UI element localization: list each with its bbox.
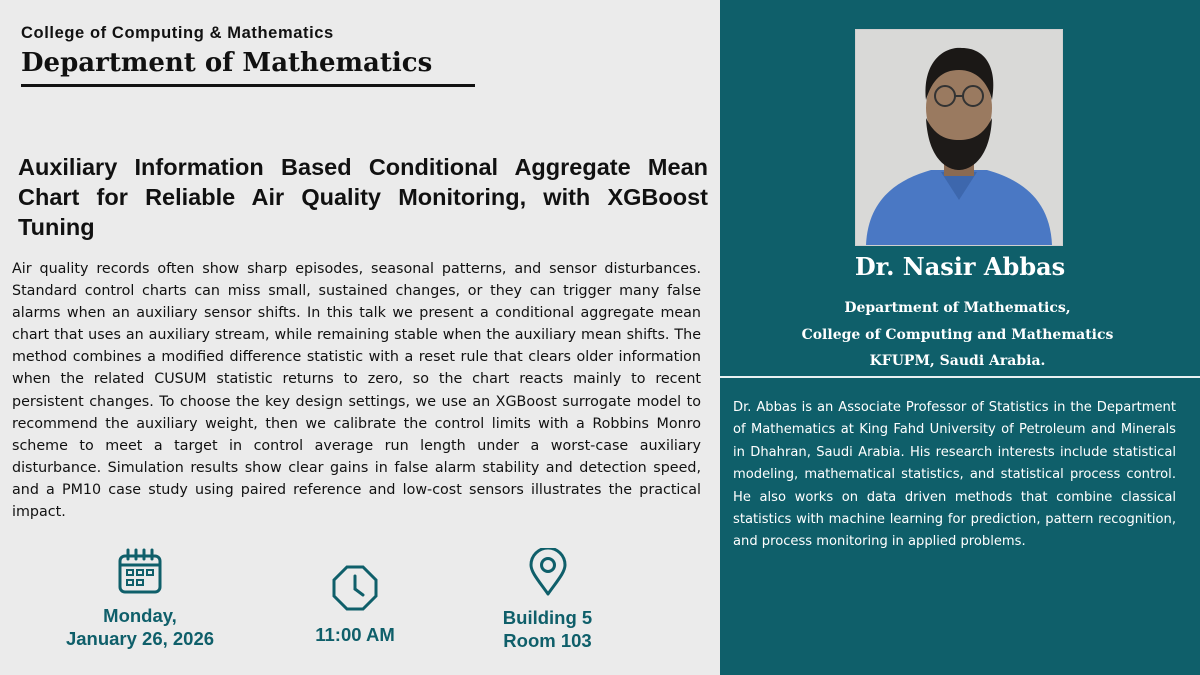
- event-building: Building 5: [502, 607, 593, 628]
- event-date: [40, 548, 240, 650]
- affiliation-university: KFUPM, Saudi Arabia.: [869, 353, 1046, 369]
- talk-title: Auxiliary Information Based Conditional Aggregate Mean Chart for Reliable Air Quality Monitoring, with XGBoost Tuning: [18, 154, 708, 240]
- speaker-affiliation: [720, 295, 1195, 375]
- event-location: [470, 548, 625, 652]
- speaker-name: Dr. Nasir Abbas: [854, 252, 1066, 281]
- speaker-photo: [855, 29, 1063, 246]
- location-pin-icon: [470, 548, 625, 596]
- speaker-bio: Dr. Abbas is an Associate Professor of Statistics in the Department of Mathematics at King Fahd University of Petroleum and Minerals in Dhahran, Saudi Arabia. His research interests include statistical modeling, mathematical statistics, and statistical process control. He also works on data driven methods that combine classical statistics with machine learning for prediction, pattern recognition, and process monitoring in applied problems.: [733, 400, 1176, 550]
- affiliation-college: College of Computing and Mathematics: [801, 326, 1114, 343]
- calendar-icon: [40, 548, 240, 596]
- department-underline: [21, 84, 475, 87]
- college-name: College of Computing & Mathematics: [21, 24, 334, 42]
- event-time-text: 11:00 AM: [315, 624, 395, 645]
- panel-divider: [720, 376, 1200, 378]
- event-date-text: January 26, 2026: [65, 628, 215, 649]
- event-room: Room 103: [503, 630, 592, 651]
- event-time: [285, 565, 425, 646]
- affiliation-department: Department of Mathematics,: [844, 300, 1071, 316]
- event-day: Monday,: [103, 605, 177, 626]
- department-title: Department of Mathematics: [21, 48, 433, 78]
- clock-icon: [285, 565, 425, 611]
- talk-abstract: Air quality records often show sharp episodes, seasonal patterns, and sensor disturbances. Standard control charts can miss small, sustained changes, or they can trigger many false alarms when an auxiliary sensor shifts. In this talk we present a conditional aggregate mean chart that uses an auxiliary stream, while remaining stable when the auxiliary mean shifts. The method combines a modified difference statistic with a reset rule that clears older information when the related CUSUM statistic returns to zero, so the chart reacts mainly to recent persistent changes. To choose the key design settings, we use an XGBoost surrogate model to recommend the auxiliary weight, then we calibrate the control limits with a Robbins Monro scheme to meet a target in control average run length under a worst-case auxiliary disturbance. Simulation results show clear gains in false alarm stability and detection speed, and a PM10 case study using paired reference and low-cost sensors illustrates the practical impact.: [12, 261, 701, 521]
